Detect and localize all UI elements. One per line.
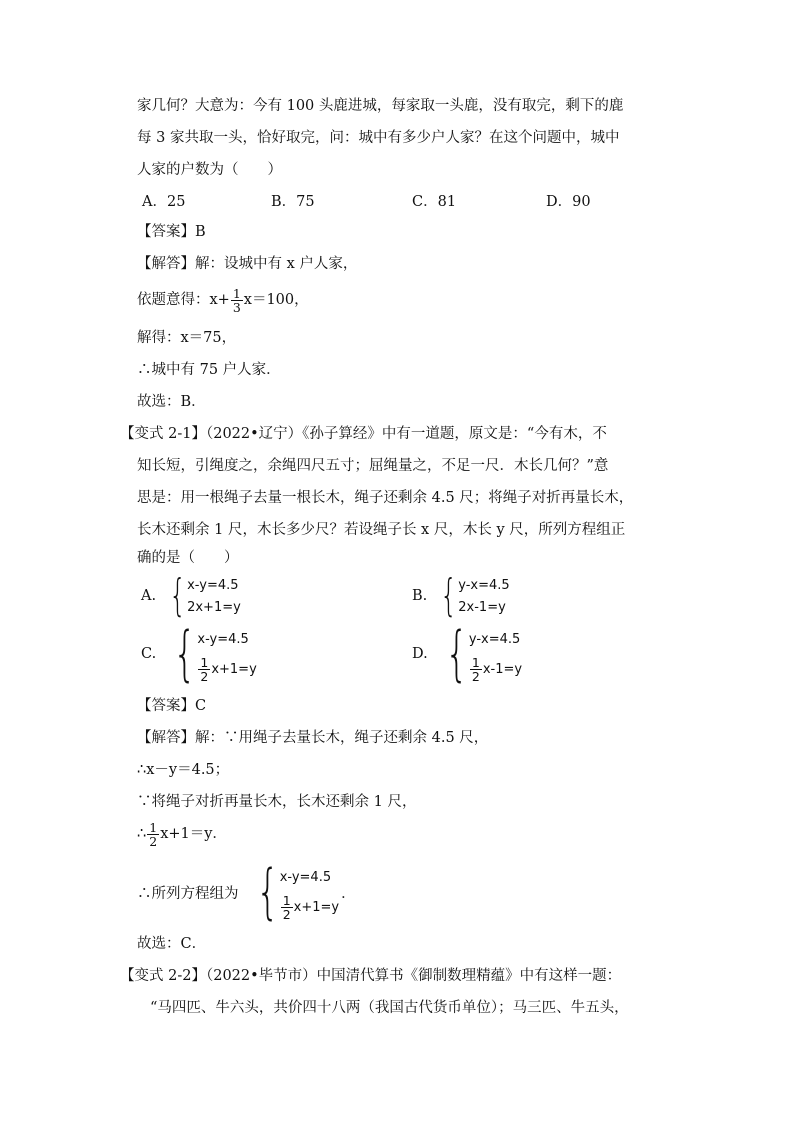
- solution2-step2: ∴x－y＝4.5；: [137, 762, 230, 778]
- option-d-eq1: y-x=4.5: [468, 631, 521, 647]
- equation-line: [137, 286, 309, 314]
- system-eq1: x-y=4.5: [279, 869, 332, 885]
- solution-label: 【解答】: [137, 256, 195, 272]
- system-eq2: [280, 892, 339, 922]
- problem1-line1: 家几何？大意为：今有 100 头鹿进城，每家取一头鹿，没有取完，剩下的鹿: [137, 98, 624, 114]
- option-a-label: A.: [141, 588, 157, 604]
- option-c-eq1: x-y=4.5: [197, 631, 249, 647]
- option-c-eq2: [197, 654, 256, 684]
- fraction-one-half: [198, 656, 210, 683]
- solution-line: [137, 254, 357, 274]
- answer-label: 【答案】: [137, 698, 195, 714]
- option-c-eq2-text: x+1=y: [211, 661, 257, 677]
- fraction-numerator: 1: [149, 819, 158, 835]
- fraction-numerator: 1: [200, 654, 209, 670]
- system-eq2-text: x+1=y: [293, 899, 340, 915]
- fraction-one-half: [147, 821, 159, 848]
- option-a: A．25: [142, 194, 186, 210]
- choice-line: 故选：B．: [137, 394, 206, 410]
- solution2-step4: [137, 820, 227, 848]
- answer-line: [137, 222, 206, 242]
- answer-value: C: [195, 698, 207, 714]
- option-c-system: [141, 619, 257, 689]
- brace-icon: {: [440, 570, 458, 621]
- solve-line: 解得：x＝75，: [137, 330, 237, 346]
- fraction-denominator: 3: [232, 299, 241, 315]
- problem2-line1: [120, 424, 607, 444]
- option-c-label: C.: [141, 646, 157, 662]
- step4-text: x+1＝y．: [160, 826, 227, 842]
- variant-tag: 【变式 2-1】: [120, 426, 206, 442]
- problem2-line4: 长木还剩余 1 尺，木长多少尺？若设绳子长 x 尺，木长 y 尺，所列方程组正: [137, 522, 626, 538]
- therefore-symbol: ∴: [137, 826, 147, 842]
- option-a-system: [141, 570, 241, 621]
- fraction-one-half: [470, 656, 482, 683]
- problem2-text1: （2022•辽宁）《孙子算经》中有一道题，原文是：“今有木，不: [205, 426, 607, 442]
- option-b-system: [412, 570, 510, 621]
- fraction-numerator: 1: [471, 654, 480, 670]
- fraction-denominator: 2: [200, 668, 209, 684]
- fraction-one-half: [281, 894, 293, 921]
- problem2-line2: 知长短，引绳度之，余绳四尺五寸；屈绳量之，不足一尺．木长几何？”意: [137, 458, 609, 474]
- fraction-numerator: 1: [282, 892, 291, 908]
- fraction-denominator: 2: [282, 906, 291, 922]
- problem3-line1: [120, 966, 621, 986]
- equation-right: x＝100，: [243, 292, 309, 308]
- option-b-eq2: 2x-1=y: [458, 599, 506, 615]
- option-d-system: [412, 619, 523, 689]
- solution-step1: 解：∵用绳子去量长木，绳子还剩余 4.5 尺，: [195, 730, 489, 746]
- answer2-line: [137, 696, 206, 716]
- problem2-line3: 思是：用一根绳子去量一根长木，绳子还剩余 4.5 尺；将绳子对折再量长木，: [137, 490, 634, 506]
- variant-tag: 【变式 2-2】: [120, 968, 206, 984]
- fraction-one-third: [231, 287, 243, 314]
- solution-intro: 解：设城中有 x 户人家，: [195, 256, 358, 272]
- solution2-step3: ∵将绳子对折再量长木，长木还剩余 1 尺，: [137, 794, 417, 810]
- choice2-line: 故选：C．: [137, 936, 207, 952]
- fraction-denominator: 2: [471, 668, 480, 684]
- option-d-label: D.: [412, 646, 428, 662]
- solution-label: 【解答】: [137, 730, 195, 746]
- option-c: C．81: [412, 194, 457, 210]
- problem1-line2: 每 3 家共取一头，恰好取完，问：城中有多少户人家？在这个问题中，城中: [137, 130, 620, 146]
- answer-value: B: [195, 224, 206, 240]
- option-b-eq1: y-x=4.5: [458, 577, 510, 593]
- problem2-line5: 确的是（ ）: [137, 550, 239, 566]
- brace-icon: {: [173, 619, 197, 689]
- system-prefix: ∴所列方程组为: [137, 885, 239, 902]
- solution2-line: [137, 728, 488, 748]
- option-a-eq2: 2x+1=y: [187, 599, 241, 615]
- option-b-label: B.: [412, 588, 428, 604]
- option-a-eq1: x-y=4.5: [187, 577, 239, 593]
- brace-icon: {: [444, 619, 468, 689]
- brace-icon: {: [255, 857, 279, 927]
- fraction-numerator: 1: [232, 285, 241, 301]
- problem3-line2: “马四匹、牛六头，共价四十八两（我国古代货币单位）；马三匹、牛五头，: [150, 1000, 629, 1016]
- option-d-eq2-text: x-1=y: [482, 661, 523, 677]
- conclusion-line: ∴城中有 75 户人家．: [137, 362, 281, 378]
- fraction-denominator: 2: [149, 833, 158, 849]
- equation-left: x+: [209, 292, 230, 308]
- option-b: B．75: [271, 194, 315, 210]
- option-d-eq2: [469, 654, 522, 684]
- problem3-text1: （2022•毕节市）中国清代算书《御制数理精蕴》中有这样一题：: [205, 968, 622, 984]
- answer-label: 【答案】: [137, 224, 195, 240]
- equation-prefix: 依题意得：: [137, 292, 210, 308]
- system-end: ．: [341, 885, 356, 902]
- brace-icon: {: [169, 570, 187, 621]
- problem1-line3: 人家的户数为（ ）: [137, 162, 282, 178]
- solution2-system: [137, 857, 356, 927]
- option-d: D．90: [546, 194, 591, 210]
